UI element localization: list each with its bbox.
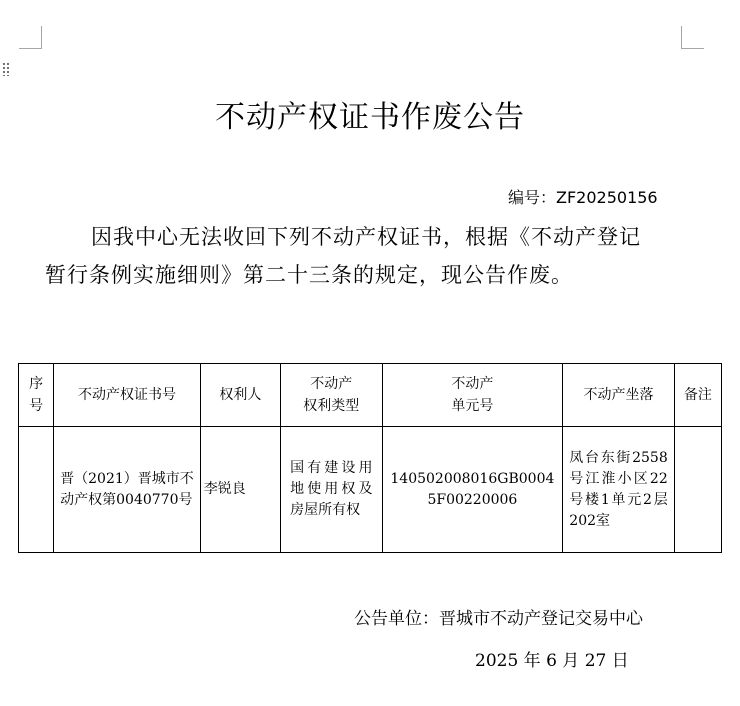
cell-location: 凤台东街2558号江淮小区22号楼1单元2层202室 xyxy=(563,427,674,553)
header-seq: 序 号 xyxy=(19,364,54,427)
issue-date: 2025 年 6 月 27 日 xyxy=(475,651,629,671)
cell-seq xyxy=(19,427,54,553)
paragraph-line-2: 暂行条例实施细则》第二十三条的规定，现公告作废。 xyxy=(45,263,573,287)
page-corner-mark-top-left xyxy=(19,26,42,49)
header-location: 不动产坐落 xyxy=(563,364,674,427)
certificate-table xyxy=(18,363,722,553)
table-header-row xyxy=(19,364,722,427)
page-corner-mark-top-right xyxy=(681,26,704,49)
cell-unit-no: 140502008016GB00045F00220006 xyxy=(382,427,563,553)
header-owner: 权利人 xyxy=(200,364,280,427)
cell-right-type: 国有建设用地使用权及房屋所有权 xyxy=(281,427,382,553)
header-right-type: 不动产 权利类型 xyxy=(281,364,382,427)
cell-owner: 李锐良 xyxy=(200,427,280,553)
page-title: 不动产权证书作废公告 xyxy=(215,100,525,135)
header-remark: 备注 xyxy=(674,364,721,427)
document-number: 编号：ZF20250156 xyxy=(508,188,658,207)
issuing-unit: 公告单位：晋城市不动产登记交易中心 xyxy=(354,609,643,629)
header-unit-no: 不动产 单元号 xyxy=(382,364,563,427)
body-paragraph xyxy=(45,218,695,294)
paragraph-line-1: 因我中心无法收回下列不动产权证书，根据《不动产登记 xyxy=(91,225,641,249)
cell-cert-no: 晋（2021）晋城市不动产权第0040770号 xyxy=(54,427,201,553)
header-cert-no: 不动产权证书号 xyxy=(54,364,201,427)
cell-remark xyxy=(674,427,721,553)
table-row xyxy=(19,427,722,553)
table-move-handle-icon[interactable] xyxy=(2,62,10,76)
